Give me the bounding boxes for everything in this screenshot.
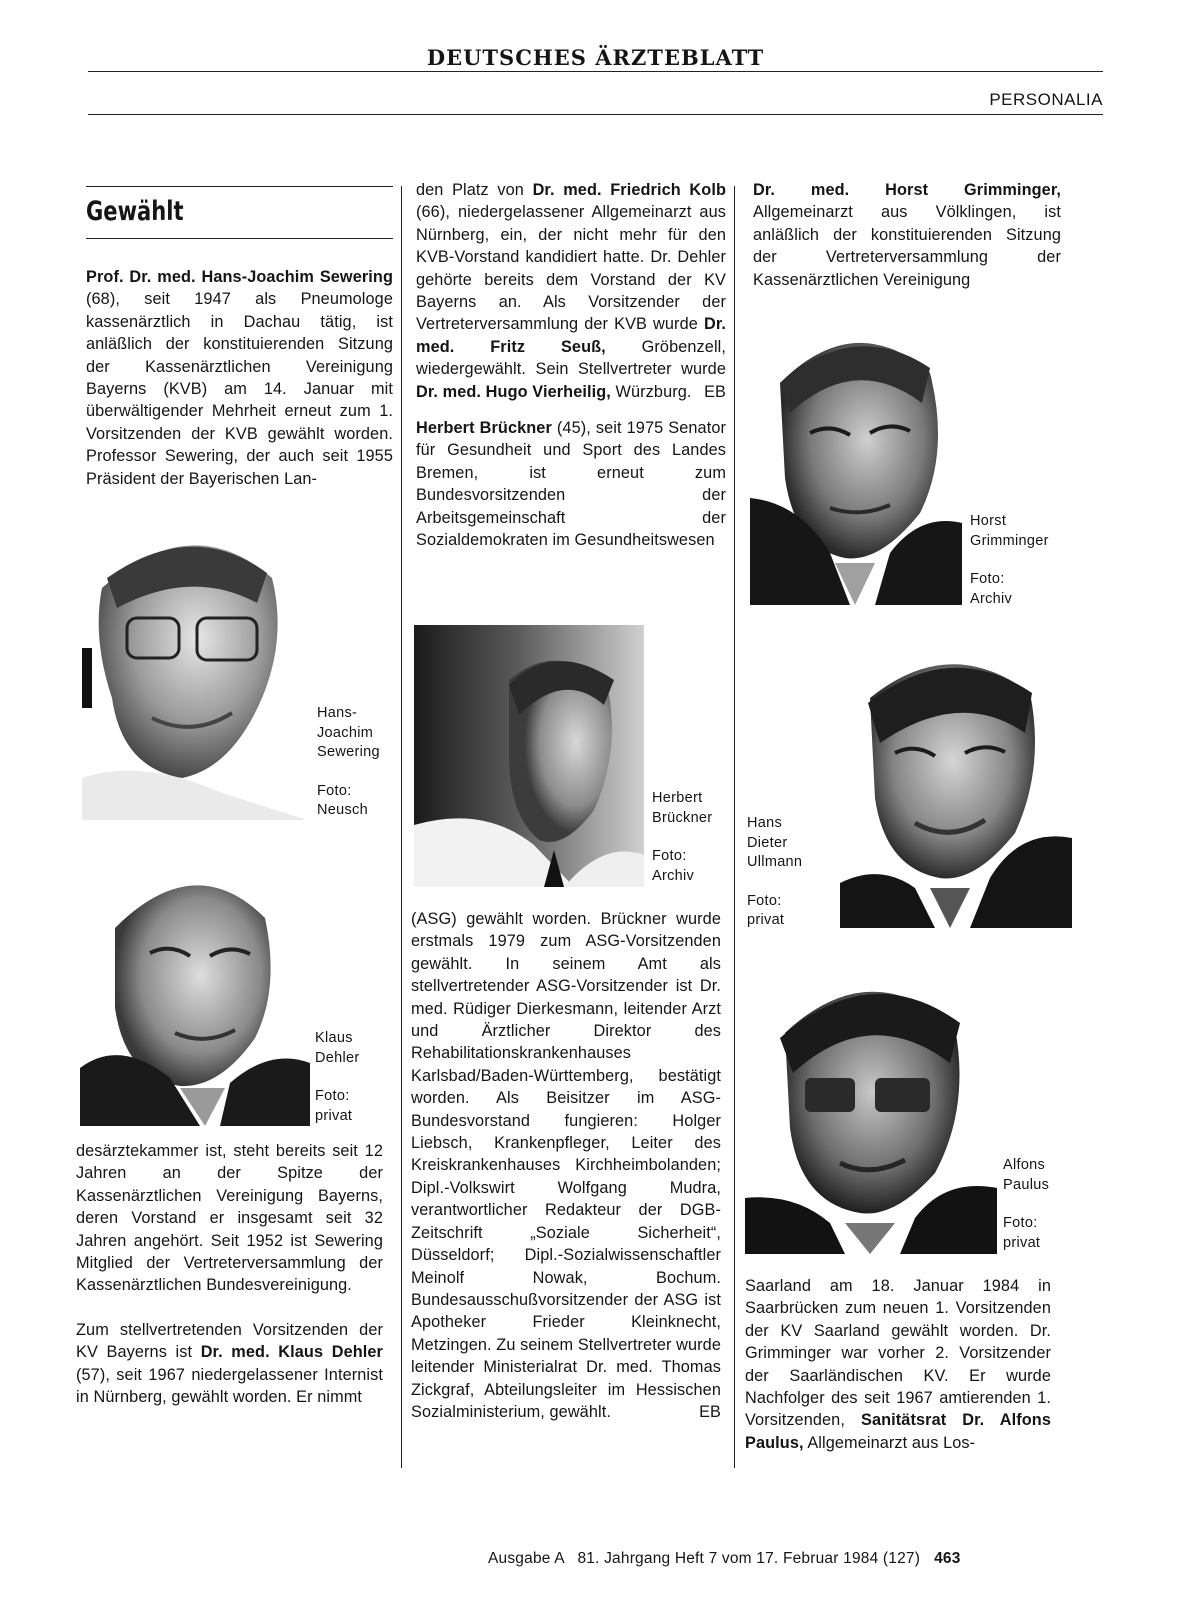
page-number: 463 [934, 1550, 961, 1567]
section-label: PERSONALIA [989, 90, 1103, 109]
photo-caption-paulus: Alfons Paulus Foto: privat [1003, 1157, 1050, 1251]
col1-bottom [76, 1140, 383, 1408]
col1-top [86, 266, 393, 490]
section-heading: Gewählt [86, 196, 184, 227]
portrait-photo-paulus [745, 958, 997, 1254]
col2-bottom [411, 908, 721, 1423]
edition-info: Ausgabe A 81. Jahrgang Heft 7 vom 17. Februar 1984 (127) [488, 1550, 921, 1567]
article-paragraph: (ASG) gewählt worden. Brückner wurde erstmals 1979 zum ASG-Vorsitzenden gewählt. In seinem Amt als stellvertretender ASG-Vorsitzender ist Dr. med. Rüdiger Dierkesmann, leitender Arzt und Ärztlicher Direktor des Rehabilitationskrankenhauses Karlsbad/Baden-Württemberg, bestätigt worden. Als Beisitzer im ASG-Bundesvorstand fungieren: Holger Liebsch, Krankenpfleger, Leiter des Kreiskrankenhauses Kirchheimbolanden; Dipl.-Volkswirt Wolfgang Mudra, verantwortlicher Redakteur der DGB-Zeitschrift „Soziale Sicherheit“, Düsseldorf; Dipl.-Sozialwissenschaftler Meinolf Nowak, Bochum. Bundesausschußvorsitzender der ASG ist Apotheker Frieder Kleinknecht, Metzingen. Zu seinem Stellvertreter wurde leitender Ministerialrat Dr. med. Thomas Zickgraf, Abteilungsleiter im Hessischen Sozialministerium, gewählt. EB [411, 908, 721, 1423]
person-name: Dr. med. Horst Grimminger, [753, 181, 1061, 199]
portrait-photo-dehler [80, 848, 310, 1126]
page-footer [488, 1550, 961, 1568]
portrait-photo-brueckner [414, 625, 644, 887]
masthead: DEUTSCHES ÄRZTEBLATT [426, 45, 765, 70]
person-name: Dr. med. Friedrich Kolb [532, 181, 726, 199]
portrait-photo-ullmann [840, 638, 1072, 928]
heading-bottom-rule [86, 238, 393, 239]
article-paragraph: Dr. med. Horst Grimminger, Allgemeinarzt aus Völklingen, ist anläßlich der konstituierenden Sitzung der Vertreterversammlung der Kassenärztlichen Vereinigung [753, 181, 1061, 289]
article-paragraph: Prof. Dr. med. Hans-Joachim Sewering (68), seit 1947 als Pneumologe kassenärztlich in Dachau tätig, ist anläßlich der konstituierenden Sitzung der Kassenärztlichen Vereinigung Bayerns (KVB) am 14. Januar mit überwältigender Mehrheit erneut zum 1. Vorsitzenden der KVB gewählt worden. Professor Sewering, der auch seit 1955 Präsident der Bayerischen Lan- [86, 268, 393, 488]
person-name: Prof. Dr. med. Hans-Joachim Sewering [86, 268, 393, 286]
person-name: Sanitätsrat Dr. Alfons Paulus, [745, 1411, 1051, 1452]
portrait-photo-grimminger [750, 313, 962, 605]
col2-top [416, 179, 726, 552]
photo-caption-grimminger: Horst Grimminger Foto: Archiv [970, 513, 1049, 607]
photo-caption-ullmann: Hans Dieter Ullmann Foto: privat [747, 815, 803, 928]
photo-caption-sewering: Hans- Joachim Sewering Foto: Neusch [317, 705, 380, 818]
author-signature: EB [699, 1402, 721, 1421]
person-name: Dr. med. Fritz Seuß, [416, 315, 726, 356]
masthead-rule [88, 71, 1103, 72]
person-name: Dr. med. Klaus Dehler [200, 1343, 383, 1362]
section-rule [88, 114, 1103, 115]
author-signature: EB [704, 382, 726, 401]
col3-bottom [745, 1275, 1051, 1454]
article-paragraph: Herbert Brückner (45), seit 1975 Senator für Gesundheit und Sport des Landes Bremen, ist erneut zum Bundesvorsitzenden der Arbeitsgemeinschaft der Sozialdemokraten im Gesundheitswesen [416, 419, 726, 550]
photo-caption-dehler: Klaus Dehler Foto: privat [315, 1030, 360, 1124]
heading-top-rule [86, 186, 393, 187]
article-paragraph: Saarland am 18. Januar 1984 in Saarbrücken zum neuen 1. Vorsitzenden der KV Saarland gewählt worden. Dr. Grimminger war vorher 2. Vorsitzender der Saarländischen KV. Er wurde Nachfolger des seit 1967 amtierenden 1. Vorsitzenden, Sanitätsrat Dr. Alfons Paulus, Allgemeinarzt aus Los- [745, 1277, 1051, 1452]
article-paragraph: Zum stellvertretenden Vorsitzenden der KV Bayerns ist Dr. med. Klaus Dehler (57), seit 1967 niedergelassener Internist in Nürnberg, gewählt worden. Er nimmt [76, 1320, 383, 1407]
photo-caption-brueckner: Herbert Brückner Foto: Archiv [652, 790, 713, 884]
person-name: Dr. med. Hugo Vierheilig, [416, 382, 611, 401]
column-divider [401, 186, 402, 1468]
col3-top [753, 179, 1061, 291]
person-name: Herbert Brückner [416, 419, 552, 438]
portrait-photo-sewering [82, 518, 307, 820]
column-divider [734, 186, 735, 1468]
article-paragraph: desärztekammer ist, steht bereits seit 12 Jahren an der Spitze der Kassenärztlichen Vereinigung Bayerns, deren Vorstand er insgesamt seit 32 Jahren angehört. Seit 1952 ist Sewering Mitglied der Vertreterversammlung der Kassenärztlichen Bundesvereinigung. [76, 1142, 383, 1295]
article-paragraph: den Platz von Dr. med. Friedrich Kolb (66), niedergelassener Allgemeinarzt aus Nürnberg, ein, der nicht mehr für den KVB-Vorstand kandidiert hatte. Dr. Dehler gehörte bereits dem Vorstand der KV Bayerns an. Als Vorsitzender der Vertreterversammlung der KVB wurde Dr. med. Fritz Seuß, Gröbenzell, wiedergewählt. Sein Stellvertreter wurde Dr. med. Hugo Vierheilig, Würzburg. EB [416, 179, 726, 403]
